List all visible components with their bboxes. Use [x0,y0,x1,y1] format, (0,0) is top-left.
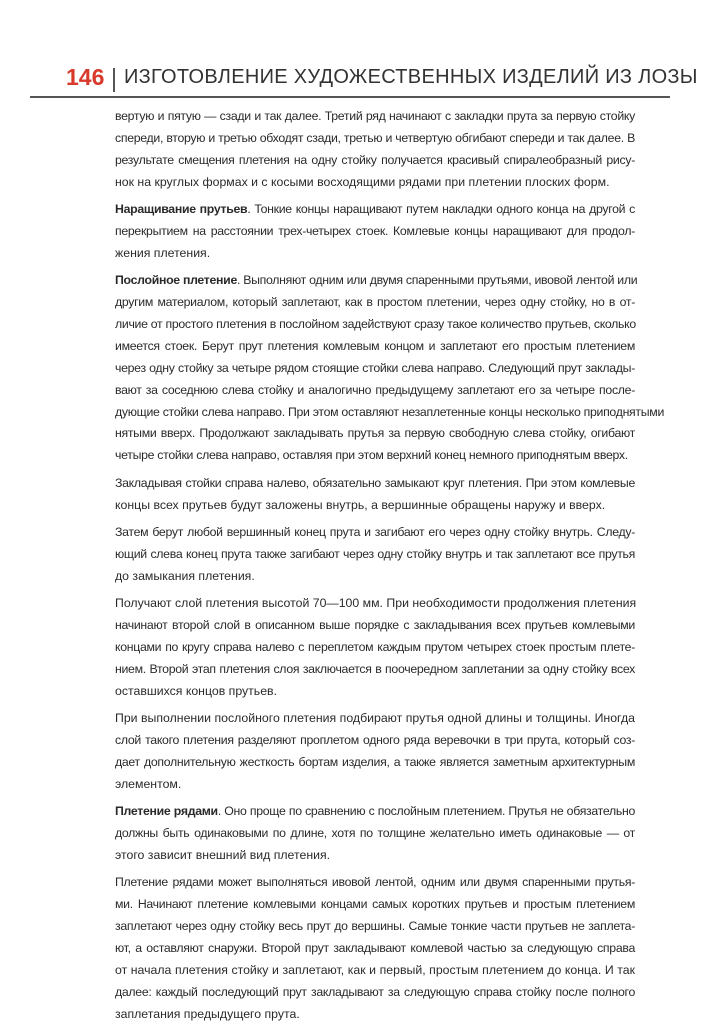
text-line [115,659,635,681]
text-line [115,423,635,445]
paragraph [115,522,635,588]
page-header [30,62,698,98]
line-text: дующие стойки слева направо. При этом оставляют незаплетенные концы несколько приподнятыми [115,404,665,419]
line-text: дает дополнительную жесткость бортам изделия, а также является заметным архитектурным [115,754,635,769]
text-line [115,752,635,774]
line-text: заплетают через одну стойку весь прут до вершины. Самые тонкие части прутьев не заплета- [115,919,635,934]
line-text: жения плетения. [115,245,211,260]
line-text: ющий слева конец прута также загибают через одну стойку внутрь и так заплетают все прутья [115,546,635,561]
line-text: Затем берут любой вершинный конец прута и загибают его через одну стойку внутрь. Следу- [115,525,635,540]
line-text: четыре стойки слева направо, оставляя при этом верхний конец немного приподнятым вверх. [115,448,628,463]
line-text: через одну стойку за четыре рядом стоящие стойки слева направо. Следующий прут заклады- [115,360,635,375]
text-line [115,473,635,495]
line-text: . Оно проще по сравнению с послойным плетением. Прутья не обязательно [217,804,635,819]
text-line [115,495,635,517]
text-line [115,358,635,380]
text-line [115,1004,635,1026]
running-title: ИЗГОТОВЛЕНИЕ ХУДОЖЕСТВЕННЫХ ИЗДЕЛИЙ ИЗ ЛОЗЫ [124,66,698,88]
text-line [115,199,635,221]
line-text: заплетания предыдущего прута. [115,1006,300,1021]
paragraph-lead-term: Послойное плетение [115,273,237,288]
line-text: до замыкания плетения. [115,568,255,583]
text-line [115,106,635,128]
text-line [115,960,635,982]
line-text: личие от простого плетения в послойном задействуют сразу такое количество прутьев, сколько [115,317,636,332]
paragraph [115,872,635,1025]
text-line [115,292,635,314]
text-line [115,615,635,637]
line-text: Закладывая стойки справа налево, обязательно замыкают круг плетения. При этом комлевые [115,475,635,490]
text-line [115,128,635,150]
text-line [115,708,635,730]
text-line [115,380,635,402]
line-text: вают за соседнюю слева стойку и аналогично предыдущему заплетают его за четыре после- [115,382,635,397]
line-text: концами по кругу справа налево с переплетом каждым прутом четырех стоек простым плете- [115,639,635,654]
line-text: . Тонкие концы наращивают путем накладки одного конца на другой с [247,202,635,217]
text-line [115,544,635,566]
paragraph [115,801,635,867]
line-text: нятыми вверх. Продолжают закладывать прутья за первую свободную слева стойку, огибают [115,426,635,441]
line-text: При выполнении послойного плетения подбирают прутья одной длины и толщины. Иногда [115,711,635,726]
line-text: начинают второй слой в описанном выше порядке с закладывания всех прутьев комлевыми [115,618,635,633]
line-text: перекрытием на расстоянии трех-четырех стоек. Комлевые концы наращивают для продол- [115,223,635,238]
text-line [115,872,635,894]
text-line [115,270,638,292]
header-separator [113,68,115,92]
paragraph [115,473,635,517]
line-text: концы всех прутьев будут заложены внутрь, а вершинные обращены наружу и вверх. [115,497,606,512]
line-text: слой такого плетения разделяют проплетом одного ряда веревочки в три прута, который соз- [115,733,635,748]
text-line [115,916,635,938]
text-line [115,681,635,703]
text-line [115,150,635,172]
paragraph [115,593,635,702]
text-line [115,845,635,867]
line-text: ют, а оставляют снаружи. Второй прут закладывают комлевой частью за следующую справа [115,941,635,956]
line-text: элементом. [115,776,182,791]
paragraph [115,106,635,194]
line-text: нок на круглых формах и с косыми восходящими рядами при плетении плоских форм. [115,174,610,189]
text-line [115,402,665,424]
paragraph-lead-term: Наращивание прутьев [115,202,248,217]
line-text: ми. Начинают плетение комлевыми концами самых коротких прутьев и простым плетением [115,897,635,912]
text-line [115,172,635,194]
line-text: нием. Второй этап плетения слоя заключается в поочередном заплетании за одну стойку всех [115,661,635,676]
text-line [115,730,635,752]
text-line [115,774,635,796]
page-number: 146 [66,64,105,90]
text-line [115,566,635,588]
text-line [115,894,635,916]
text-line [115,522,635,544]
line-text: Плетение рядами может выполняться ивовой лентой, одним или двумя спаренными прутья- [115,875,635,890]
line-text: имеется стоек. Берут прут плетения комлевым концом и заплетают его простым плетением [115,338,635,353]
line-text: Получают слой плетения высотой 70—100 мм. При необходимости продолжения плетения [115,596,637,611]
line-text: спереди, вторую и третью обходят сзади, третью и четвертую обгибают спереди и так далее. В [115,130,635,145]
line-text: . Выполняют одним или двумя спаренными прутьями, ивовой лентой или [236,273,638,288]
line-text: должны быть одинаковыми по длине, хотя по толщине желательно иметь одинаковые — от [115,826,635,841]
text-line [115,314,635,336]
body-text [115,106,665,1031]
text-line [115,637,635,659]
text-line [115,336,635,358]
text-line [115,243,635,265]
text-line [115,593,635,615]
paragraph [115,270,665,467]
paragraph-lead-term: Плетение рядами [115,804,218,819]
paragraph [115,708,635,796]
line-text: результате смещения плетения на одну стойку получается красивый спиралеобразный рису- [115,152,635,167]
text-line [115,823,635,845]
text-line [115,982,635,1004]
line-text: вертую и пятую — сзади и так далее. Третий ряд начинают с закладки прута за первую стойку [115,109,635,123]
text-line [115,938,635,960]
line-text: этого зависит внешний вид плетения. [115,848,331,862]
line-text: другим материалом, который заплетают, как в простом плетении, через одну стойку, но в от- [115,295,635,310]
line-text: от начала плетения стойку и заплетают, как и первый, простым плетением до конца. И так [115,962,635,977]
text-line [115,801,635,823]
text-line [115,221,635,243]
text-line [115,445,635,467]
line-text: далее: каждый последующий прут закладывают за следующую справа стойку после полного [115,984,635,999]
line-text: оставшихся концов прутьев. [115,683,277,698]
paragraph [115,199,635,265]
